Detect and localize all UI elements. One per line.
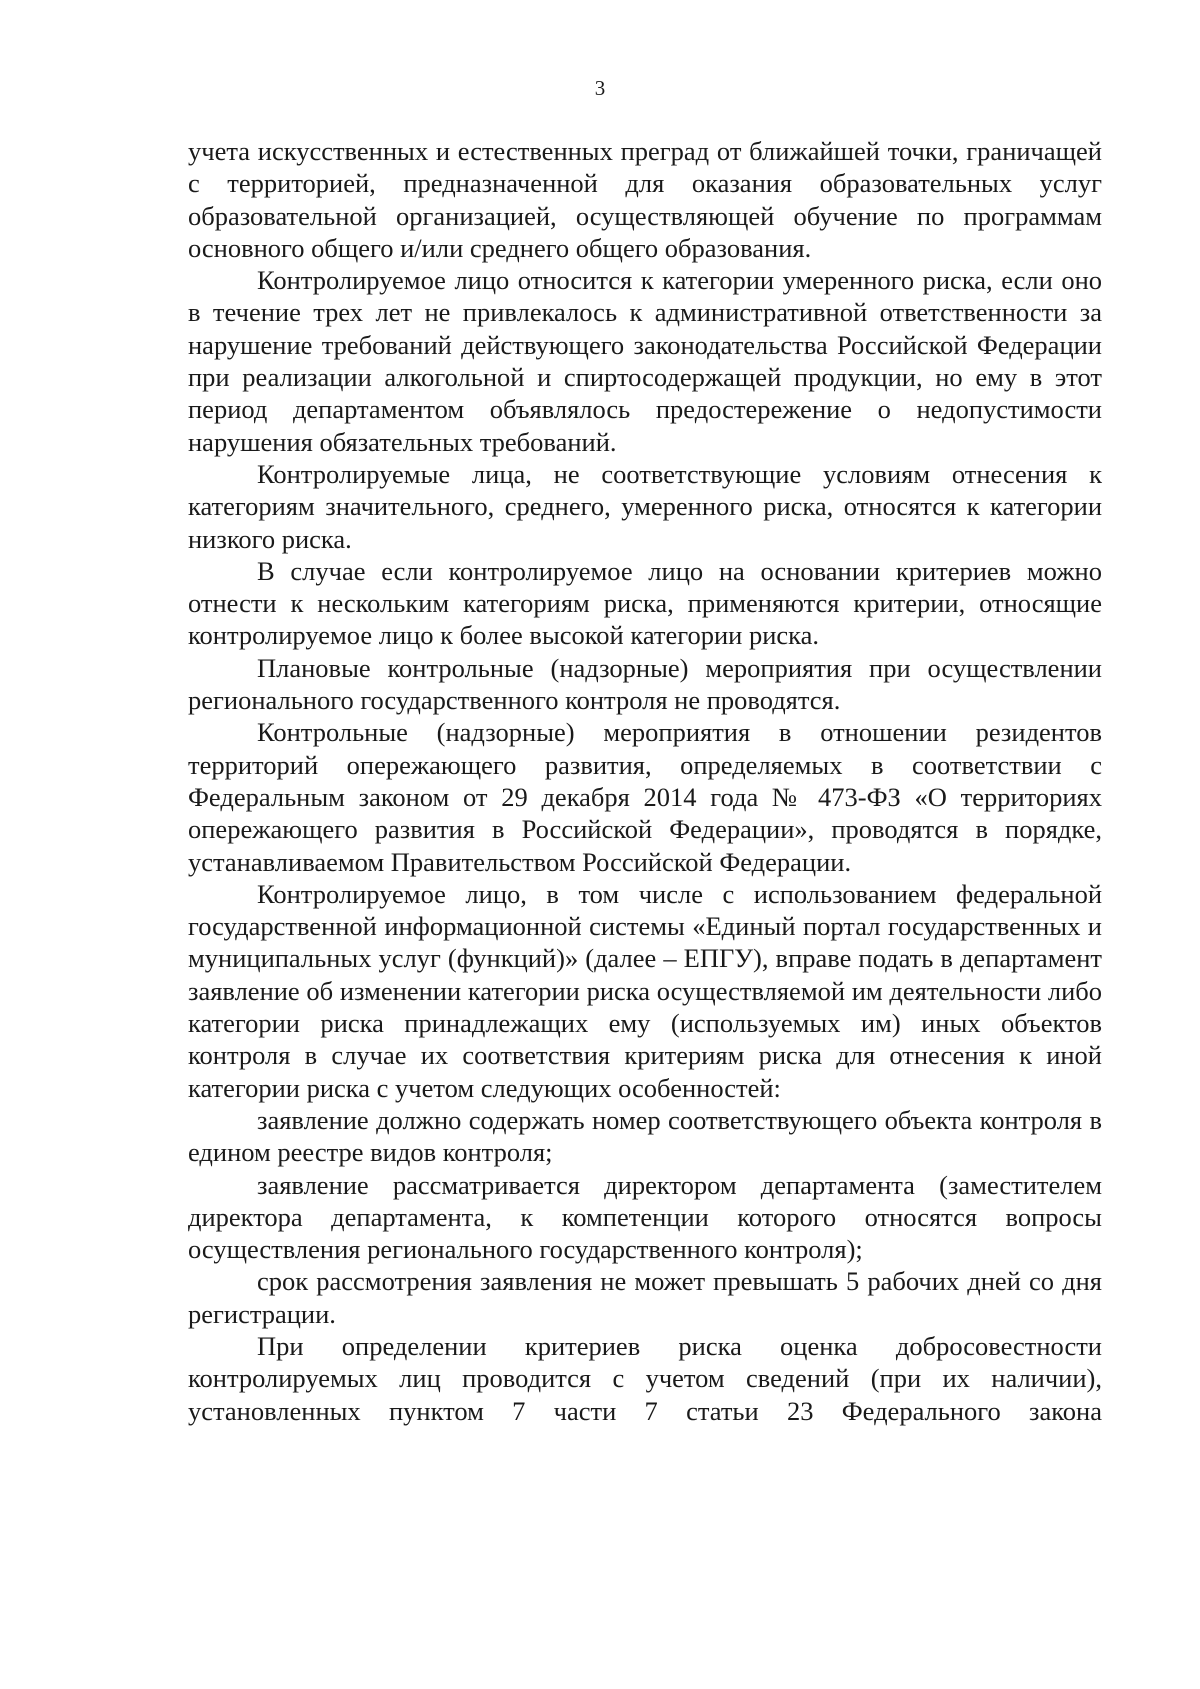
paragraph: заявление рассматривается директором департамента (заместителем директора департамента, к компетенции которого относятся вопросы осуществления регионального государственного контроля); — [188, 1169, 1102, 1265]
paragraph: учета искусственных и естественных преград от ближайшей точки, граничащей с территорией, предназначенной для оказания образовательных услуг образовательной организацией, осуществляющей обучение по программам основного общего и/или среднего общего образования. — [188, 136, 1102, 263]
paragraph: Контролируемые лица, не соответствующие условиям отнесения к категориям значительного, среднего, умеренного риска, относятся к категории низкого риска. — [188, 458, 1102, 554]
page-number: 3 — [594, 76, 606, 100]
paragraph: При определении критериев риска оценка добросовестности контролируемых лиц проводится с учетом сведений (при их наличии), установленных пунктом 7 части 7 статьи 23 Федерального закона — [188, 1330, 1102, 1426]
paragraph: Контрольные (надзорные) мероприятия в отношении резидентов территорий опережающего развития, определяемых в соответствии с Федеральным законом от 29 декабря 2014 года № 473-ФЗ «О территориях опережающего развития в Российской Федерации», проводятся в порядке, устанавливаемом Правительством Российской Федерации. — [188, 717, 1102, 877]
paragraph: срок рассмотрения заявления не может превышать 5 рабочих дней со дня регистрации. — [188, 1266, 1102, 1329]
paragraph: Контролируемое лицо, в том числе с использованием федеральной государственной информационной системы «Единый портал государственных и муниципальных услуг (функций)» (далее – ЕПГУ), вправе подать в департамент заявление об изменении категории риска осуществляемой им деятельности либо категории риска принадлежащих ему (используемых им) иных объектов контроля в случае их соответствия критериям риска для отнесения к иной категории риска с учетом следующих особенностей: — [188, 878, 1102, 1103]
paragraph: В случае если контролируемое лицо на основании критериев можно отнести к нескольким категориям риска, применяются критерии, относящие контролируемое лицо к более высокой категории риска. — [188, 555, 1102, 651]
document-body — [188, 135, 1102, 1427]
paragraph: Плановые контрольные (надзорные) мероприятия при осуществлении регионального государственного контроля не проводятся. — [188, 652, 1102, 716]
paragraph: заявление должно содержать номер соответствующего объекта контроля в едином реестре видов контроля; — [188, 1104, 1102, 1168]
paragraph: Контролируемое лицо относится к категории умеренного риска, если оно в течение трех лет не привлекалось к административной ответственности за нарушение требований действующего законодательства Российской Федерации при реализации алкогольной и спиртосодержащей продукции, но ему в этот период департаментом объявлялось предостережение о недопустимости нарушения обязательных требований. — [188, 265, 1102, 457]
